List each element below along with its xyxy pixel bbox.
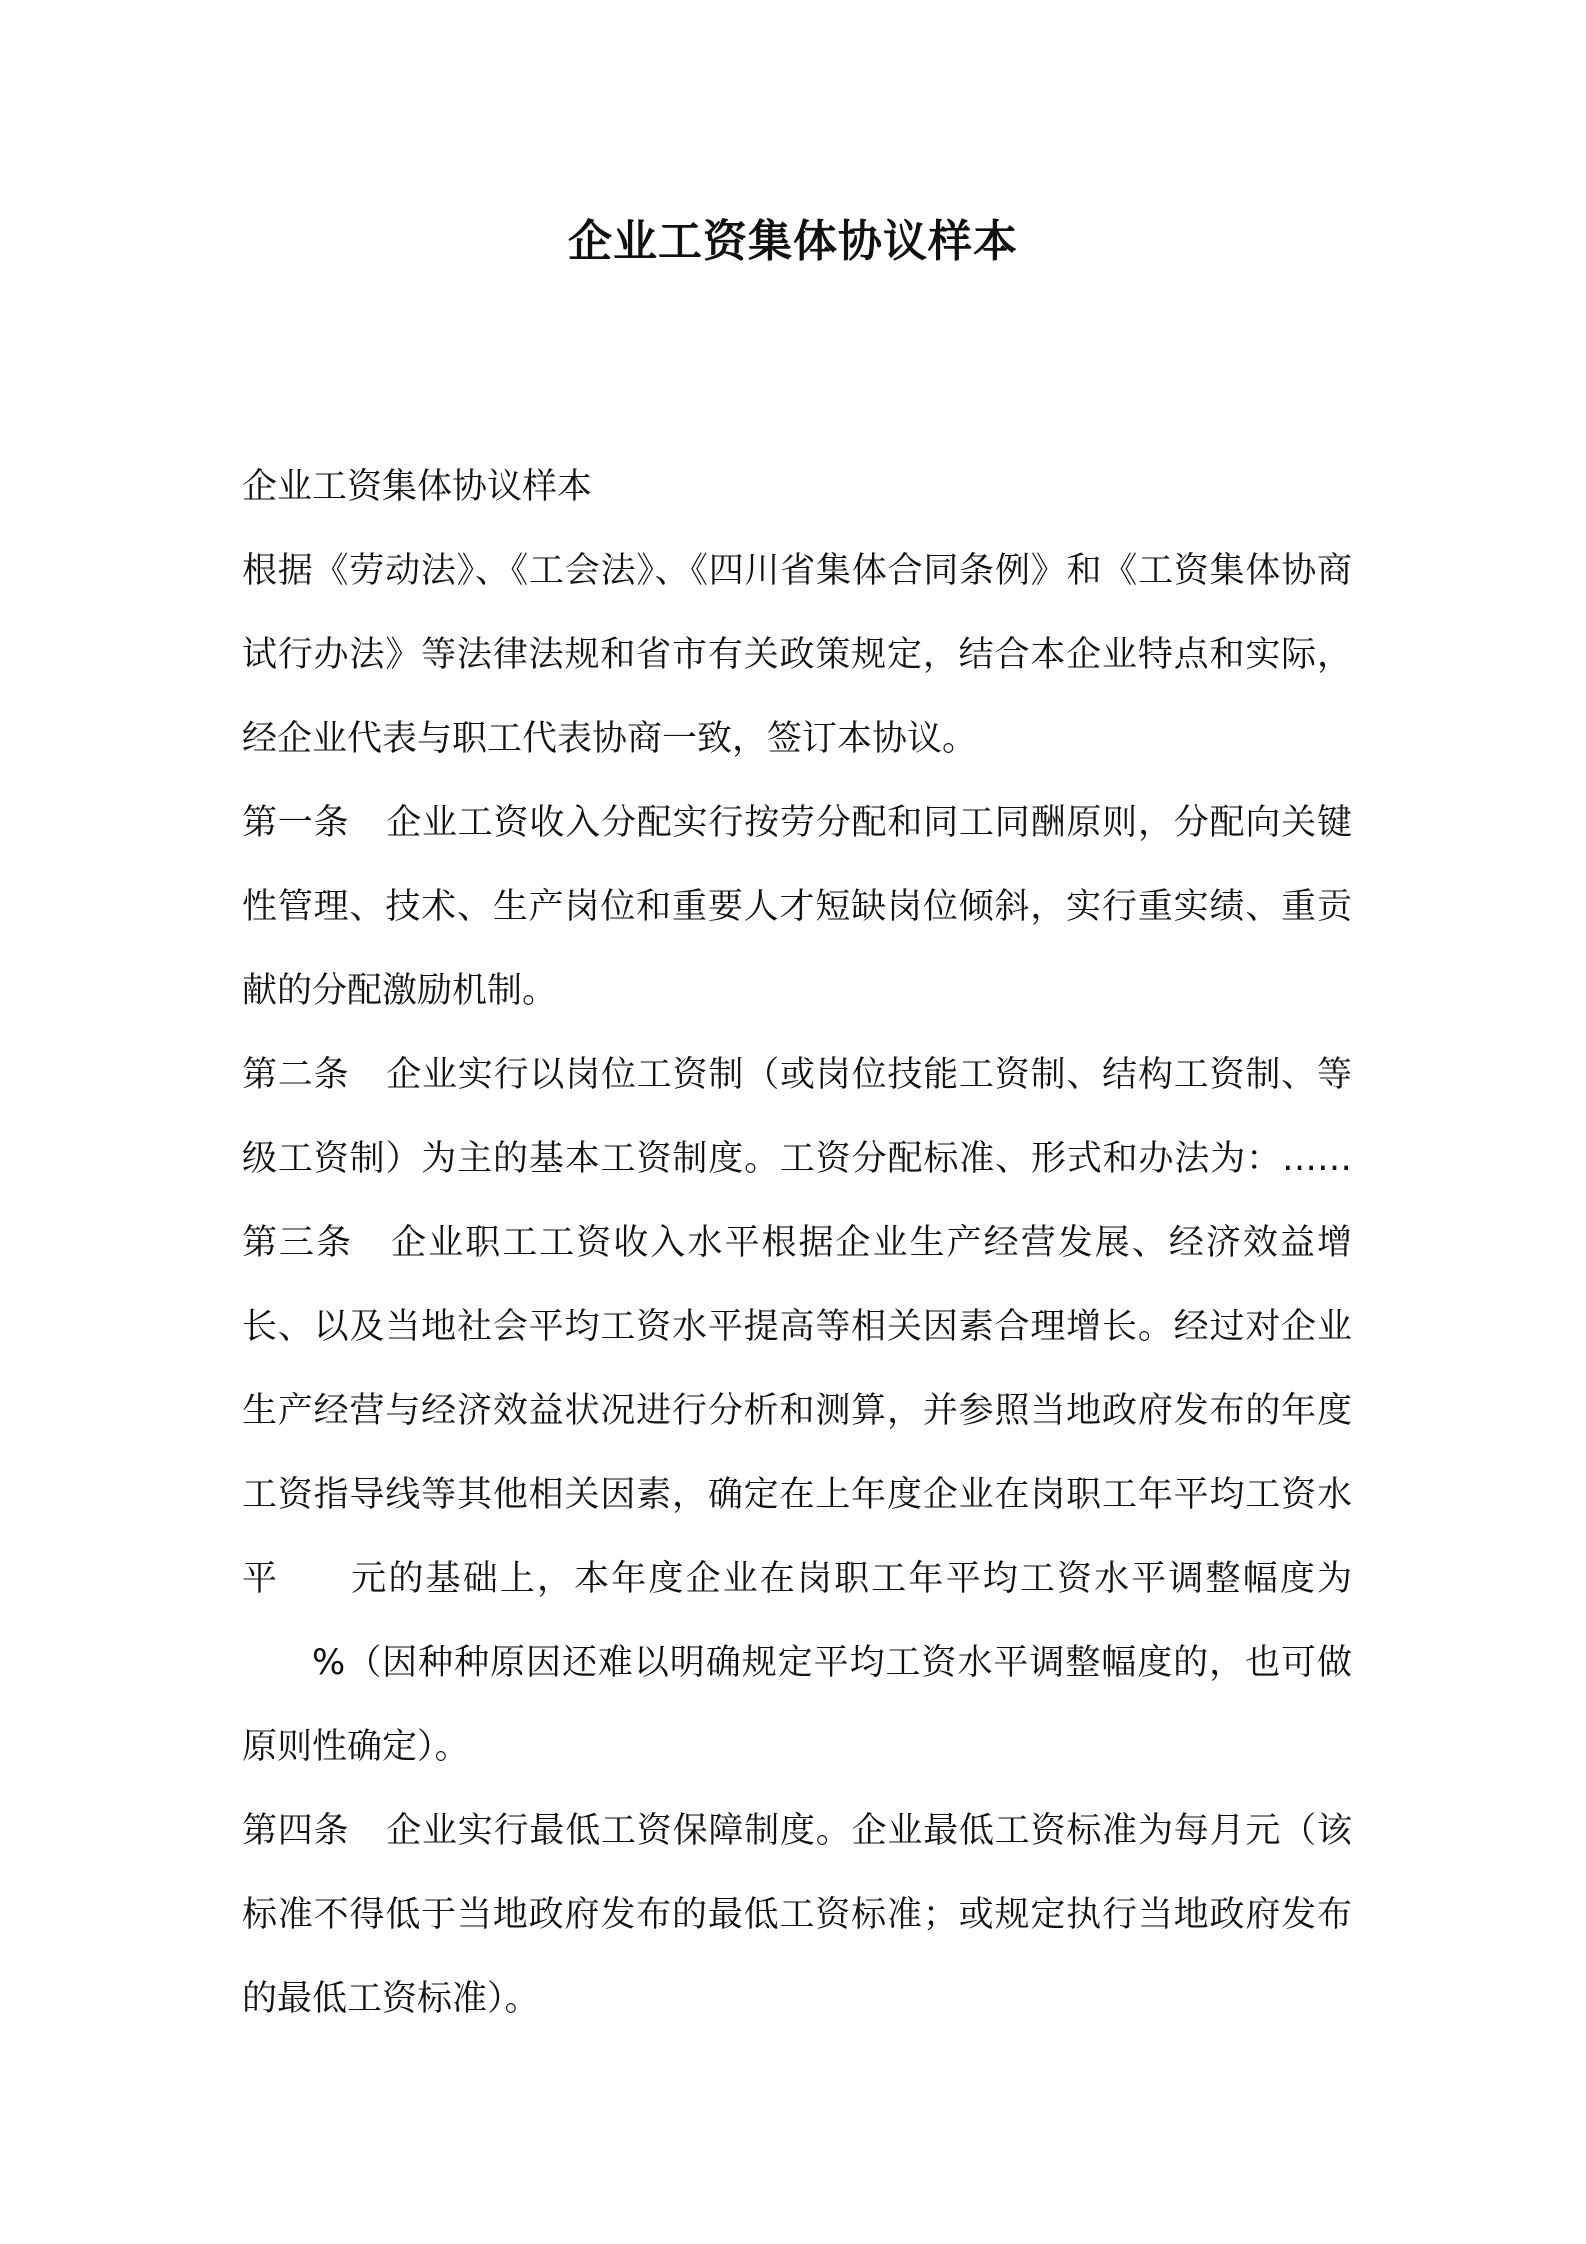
article-4 [242, 1789, 1352, 2041]
article-1-text: 企业工资收入分配实行按劳分配和同工同酬原则，分配向关键性管理、技术、生产岗位和重要人才短缺岗位倾斜，实行重实绩、重贡献的分配激励机制。 [242, 803, 1352, 1011]
preamble-paragraph: 根据《劳动法》、《工会法》、《四川省集体合同条例》和《工资集体协商试行办法》等法律法规和省市有关政策规定，结合本企业特点和实际，经企业代表与职工代表协商一致，签订本协议。 [242, 551, 1352, 759]
article-4-text: 企业实行最低工资保障制度。企业最低工资标准为每月元（该标准不得低于当地政府发布的最低工资标准；或规定执行当地政府发布的最低工资标准）。 [242, 1811, 1352, 2019]
article-2-number: 第二条 [242, 1055, 350, 1095]
article-3-number: 第三条 [242, 1223, 354, 1263]
article-3-text-c: %（因种种原因还难以明确规定平均工资水平调整幅度的，也可做原则性确定）。 [242, 1643, 1352, 1767]
article-1 [242, 781, 1352, 1033]
article-4-number: 第四条 [242, 1811, 350, 1851]
article-3-text-a: 企业职工工资收入水平根据企业生产经营发展、经济效益增长、以及当地社会平均工资水平提高等相关因素合理增长。经过对企业生产经营与经济效益状况进行分析和测算，并参照当地政府发布的年度工资指导线等其他相关因素，确定在上年度企业在岗职工年平均工资水平 [242, 1223, 1352, 1599]
article-3-text-b: 元的基础上，本年度企业在岗职工年平均工资水平调整幅度为 [349, 1559, 1352, 1599]
document-title: 企业工资集体协议样本 [568, 216, 1018, 267]
article-2-text: 企业实行以岗位工资制（或岗位技能工资制、结构工资制、等级工资制）为主的基本工资制度。工资分配标准、形式和办法为：…… [242, 1055, 1352, 1179]
article-1-number: 第一条 [242, 803, 350, 843]
article-2-3 [242, 1033, 1352, 1789]
document-subtitle: 企业工资集体协议样本 [242, 467, 593, 507]
document-body [242, 445, 1352, 2041]
